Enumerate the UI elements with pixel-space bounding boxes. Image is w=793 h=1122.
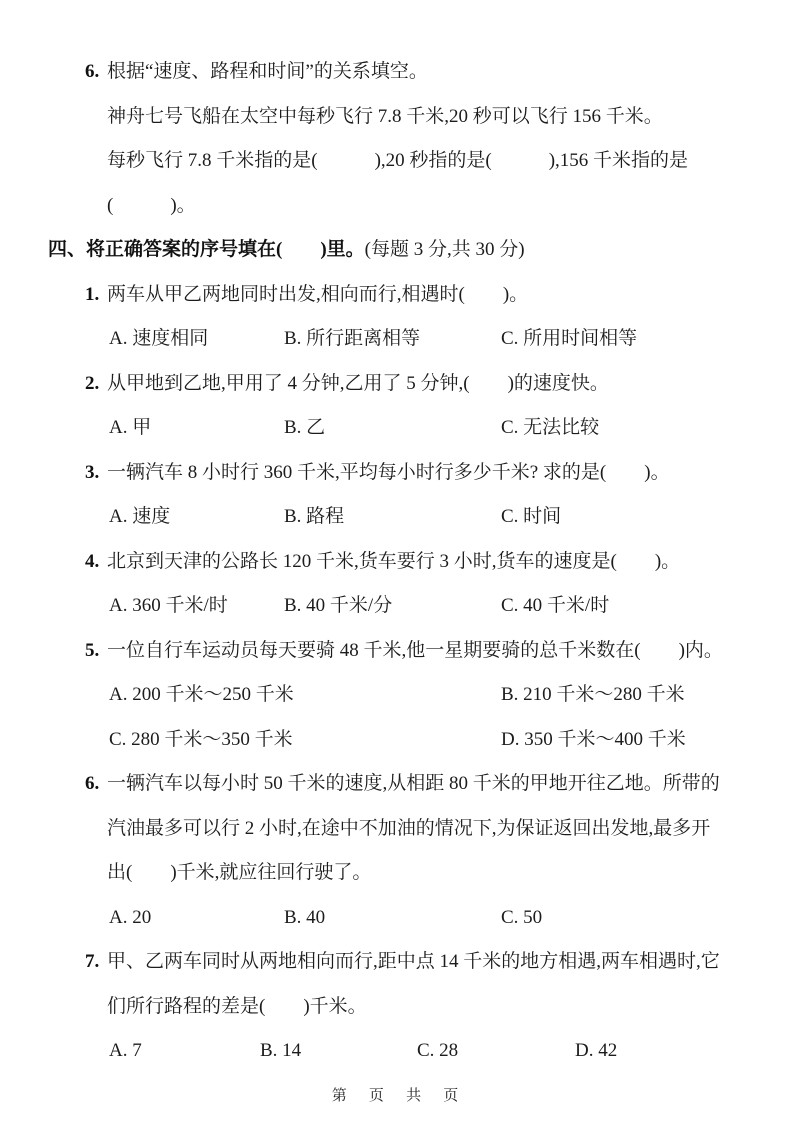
mc-question-3-text-line xyxy=(0,451,793,496)
page-footer xyxy=(0,1074,793,1119)
question-number: 3. xyxy=(85,461,100,483)
mc-question-4-text-line xyxy=(0,540,793,585)
mc-question-7-text-line-2 xyxy=(0,985,793,1030)
section-heading-text: 四、将正确答案的序号填在( )里。 xyxy=(48,239,365,260)
question-text: 根据“速度、路程和时间”的关系填空。 xyxy=(107,61,428,82)
question-number: 6. xyxy=(85,773,100,794)
option-c: C. 时间 xyxy=(501,506,562,527)
fill-question-6-line-4 xyxy=(0,184,793,229)
option-c: C. 40 千米/时 xyxy=(501,595,610,616)
option-a: A. 速度相同 xyxy=(109,328,209,349)
option-a: A. 360 千米/时 xyxy=(109,595,228,616)
option-d: D. 42 xyxy=(575,1040,618,1061)
option-b: B. 路程 xyxy=(284,506,345,527)
fill-question-6-line-1 xyxy=(0,50,793,95)
mc-question-5-options-row-1 xyxy=(0,673,793,718)
mc-question-3 xyxy=(0,451,793,540)
mc-question-5 xyxy=(0,629,793,763)
question-text: 一辆汽车 8 小时行 360 千米,平均每小时行多少千米? 求的是( )。 xyxy=(107,461,670,483)
option-c: C. 无法比较 xyxy=(501,417,600,438)
question-text-with-blanks: 每秒飞行 7.8 千米指的是( ),20 秒指的是( ),156 千米指的是 xyxy=(107,150,689,171)
fill-question-6 xyxy=(0,50,793,228)
option-c: C. 所用时间相等 xyxy=(501,328,638,349)
question-number: 7. xyxy=(85,951,100,972)
option-c: C. 28 xyxy=(417,1040,459,1061)
option-a: A. 甲 xyxy=(109,417,152,438)
mc-question-5-options-row-2 xyxy=(0,718,793,763)
mc-question-1-text-line xyxy=(0,273,793,318)
mc-question-5-text-line xyxy=(0,629,793,674)
option-a: A. 20 xyxy=(109,906,152,928)
mc-question-2-options xyxy=(0,406,793,451)
option-b: B. 40 xyxy=(284,906,326,928)
mc-question-7-options xyxy=(0,1029,793,1074)
mc-question-6 xyxy=(0,762,793,940)
mc-question-7 xyxy=(0,940,793,1074)
question-text: 两车从甲乙两地同时出发,相向而行,相遇时( )。 xyxy=(107,283,529,305)
question-text: 神舟七号飞船在太空中每秒飞行 7.8 千米,20 秒可以飞行 156 千米。 xyxy=(107,105,663,127)
option-b: B. 所行距离相等 xyxy=(284,328,421,349)
mc-question-7-text-line-1 xyxy=(0,940,793,985)
section-score-note: (每题 3 分,共 30 分) xyxy=(364,239,525,260)
mc-question-2 xyxy=(0,362,793,451)
question-number: 2. xyxy=(85,372,100,394)
question-text: 汽油最多可以行 2 小时,在途中不加油的情况下,为保证返回出发地,最多开 xyxy=(107,817,711,839)
mc-question-1 xyxy=(0,273,793,362)
option-b: B. 210 千米～280 千米 xyxy=(501,684,685,705)
mc-question-4-options xyxy=(0,584,793,629)
question-text: 们所行路程的差是( )千米。 xyxy=(107,995,367,1017)
question-number: 6. xyxy=(85,61,100,82)
mc-question-4 xyxy=(0,540,793,629)
mc-question-2-text-line xyxy=(0,362,793,407)
option-a: A. 7 xyxy=(109,1040,142,1061)
question-number: 1. xyxy=(85,283,100,305)
fill-question-6-line-2 xyxy=(0,95,793,140)
question-text: 北京到天津的公路长 120 千米,货车要行 3 小时,货车的速度是( )。 xyxy=(107,550,681,572)
fill-question-6-line-3 xyxy=(0,139,793,184)
option-c: C. 50 xyxy=(501,906,543,928)
option-a: A. 速度 xyxy=(109,506,171,527)
mc-question-3-options xyxy=(0,495,793,540)
question-text: 出( )千米,就应往回行驶了。 xyxy=(107,862,372,883)
option-c: C. 280 千米～350 千米 xyxy=(109,728,293,750)
question-text: 一辆汽车以每小时 50 千米的速度,从相距 80 千米的甲地开往乙地。所带的 xyxy=(107,773,720,794)
mc-question-6-text-line-1 xyxy=(0,762,793,807)
mc-question-6-options xyxy=(0,896,793,941)
option-b: B. 40 千米/分 xyxy=(284,595,393,616)
question-text: 从甲地到乙地,甲用了 4 分钟,乙用了 5 分钟,( )的速度快。 xyxy=(107,372,609,394)
answer-blank: ( )。 xyxy=(107,194,196,216)
option-b: B. 14 xyxy=(260,1040,302,1061)
section-heading xyxy=(0,228,793,273)
mc-question-1-options xyxy=(0,317,793,362)
mc-question-6-text-line-3 xyxy=(0,851,793,896)
mc-question-6-text-line-2 xyxy=(0,807,793,852)
question-text: 甲、乙两车同时从两地相向而行,距中点 14 千米的地方相遇,两车相遇时,它 xyxy=(107,951,720,972)
question-text: 一位自行车运动员每天要骑 48 千米,他一星期要骑的总千米数在( )内。 xyxy=(107,639,723,661)
question-number: 5. xyxy=(85,639,100,661)
option-d: D. 350 千米～400 千米 xyxy=(501,728,686,750)
option-a: A. 200 千米～250 千米 xyxy=(109,684,294,705)
page-footer-text: 第 页 共 页 xyxy=(331,1086,462,1104)
option-b: B. 乙 xyxy=(284,417,326,438)
question-number: 4. xyxy=(85,550,100,572)
